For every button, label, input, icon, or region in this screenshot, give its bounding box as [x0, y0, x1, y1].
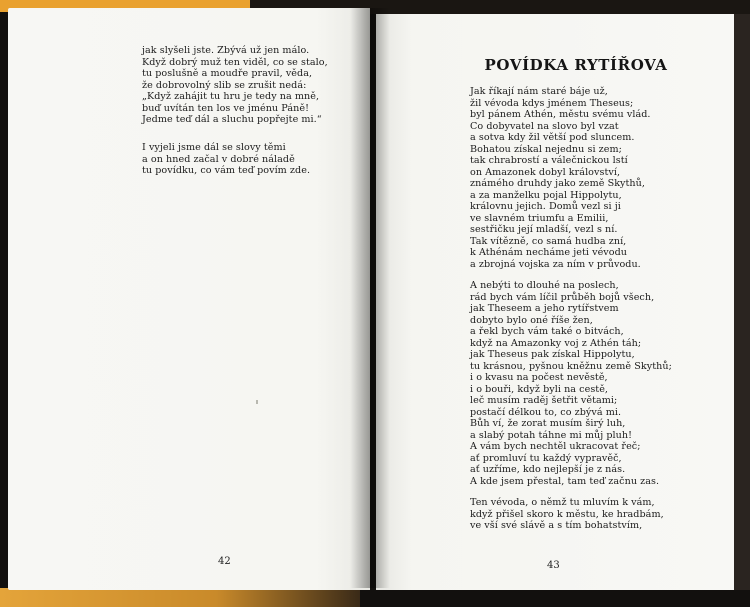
- text-line: ať promluví tu každý vypravěč,: [470, 452, 622, 464]
- text-line: k Athénám necháme jeti vévodu: [470, 247, 628, 258]
- text-line: Ten vévoda, o němž tu mluvím k vám,: [470, 497, 655, 508]
- text-line: ve vší své slávě a s tím bohatstvím,: [470, 520, 643, 531]
- orange-cover-edge-bottom: [0, 588, 360, 607]
- text-line: dobyto bylo oné říše žen,: [470, 314, 593, 326]
- text-line: když na Amazonky voj z Athén táh;: [470, 337, 642, 349]
- text-line: královnu jejich. Domů vezl si ji: [470, 201, 621, 212]
- text-line: a slabý potah táhne mi můj pluh!: [470, 429, 633, 441]
- text-line: jak Theseem a jeho rytířstvem: [470, 303, 619, 314]
- stanza-break: [470, 487, 672, 497]
- left-paragraph-2: [142, 142, 310, 177]
- text-line: A vám bych nechtěl ukracovat řeč;: [470, 441, 641, 452]
- text-line: jak Theseus pak získal Hippolytu,: [470, 349, 635, 360]
- right-page: [376, 14, 734, 590]
- left-paragraph-1: [142, 45, 328, 126]
- text-line: sestřičku její mladší, vezl s ní.: [470, 224, 618, 235]
- text-line: Jak říkají nám staré báje už,: [470, 86, 608, 97]
- text-line: leč musím raděj šetřit větami;: [470, 395, 618, 406]
- text-line: Bohatou získal nejednu si zem;: [470, 143, 622, 155]
- text-line: A nebýti to dlouhé na poslech,: [470, 280, 619, 291]
- text-line: a řekl bych vám také o bitvách,: [470, 326, 624, 337]
- text-line: i o bouři, když byli na cestě,: [470, 383, 609, 395]
- text-line: Tak vítězně, co samá hudba zní,: [470, 235, 627, 247]
- text-line: Co dobyvatel na slovo byl vzat: [470, 120, 619, 132]
- text-line: že dobrovolný slib se zrušit nedá:: [142, 79, 307, 91]
- text-line: tak chrabrostí a válečnickou lstí: [470, 155, 628, 166]
- text-line: když přišel skoro k městu, ke hradbám,: [470, 508, 664, 520]
- text-line: známého druhdy jako země Skythů,: [470, 178, 645, 189]
- text-line: Bůh ví, že zorat musím širý luh,: [470, 418, 626, 429]
- text-line: on Amazonek dobyl království,: [470, 166, 621, 178]
- text-line: buď uvítán ten los ve jménu Páně!: [142, 102, 309, 114]
- text-line: tu krásnou, pyšnou kněžnu země Skythů;: [470, 360, 672, 372]
- left-page: [8, 8, 370, 590]
- book-spine-shadow: [350, 8, 390, 588]
- text-line: i o kvasu na počest nevěstě,: [470, 372, 608, 383]
- text-line: tu povídku, co vám teď povím zde.: [142, 165, 311, 176]
- text-line: a za manželku pojal Hippolytu,: [470, 189, 622, 201]
- text-line: a sotva kdy žil větší pod sluncem.: [470, 132, 635, 143]
- text-line: a on hned začal v dobré náladě: [142, 153, 295, 165]
- text-line: tu poslušně a moudře pravil, věda,: [142, 68, 313, 79]
- text-line: ať uzříme, kdo nejlepší je z nás.: [470, 464, 626, 475]
- text-line: a zbrojná vojska za ním v průvodu.: [470, 258, 641, 270]
- left-page-number: 42: [218, 556, 231, 567]
- text-line: rád bych vám líčil průběh bojů všech,: [470, 291, 655, 303]
- right-page-number: 43: [547, 560, 560, 571]
- dark-background-right: [734, 14, 750, 590]
- text-line: postačí délkou to, co zbývá mi.: [470, 406, 622, 418]
- text-line: „Když zahájit tu hru je tedy na mně,: [142, 91, 320, 102]
- text-line: Jedme teď dál a sluchu popřejte mi.“: [142, 114, 322, 125]
- stanza-break: [470, 270, 672, 280]
- text-line: A kde jsem přestal, tam teď začnu zas.: [470, 475, 660, 487]
- text-line: jak slyšeli jste. Zbývá už jen málo.: [142, 45, 310, 56]
- paper-speck: [256, 400, 258, 404]
- text-line: I vyjeli jsme dál se slovy těmi: [142, 142, 286, 153]
- text-line: ve slavném triumfu a Emilii,: [470, 212, 609, 224]
- poem-body: [470, 86, 672, 532]
- text-line: žil vévoda kdys jménem Theseus;: [470, 97, 634, 109]
- text-line: Když dobrý muž ten viděl, co se stalo,: [142, 56, 328, 68]
- text-line: byl pánem Athén, městu svému vlád.: [470, 109, 651, 120]
- chapter-title: POVÍDKA RYTÍŘOVA: [484, 56, 668, 74]
